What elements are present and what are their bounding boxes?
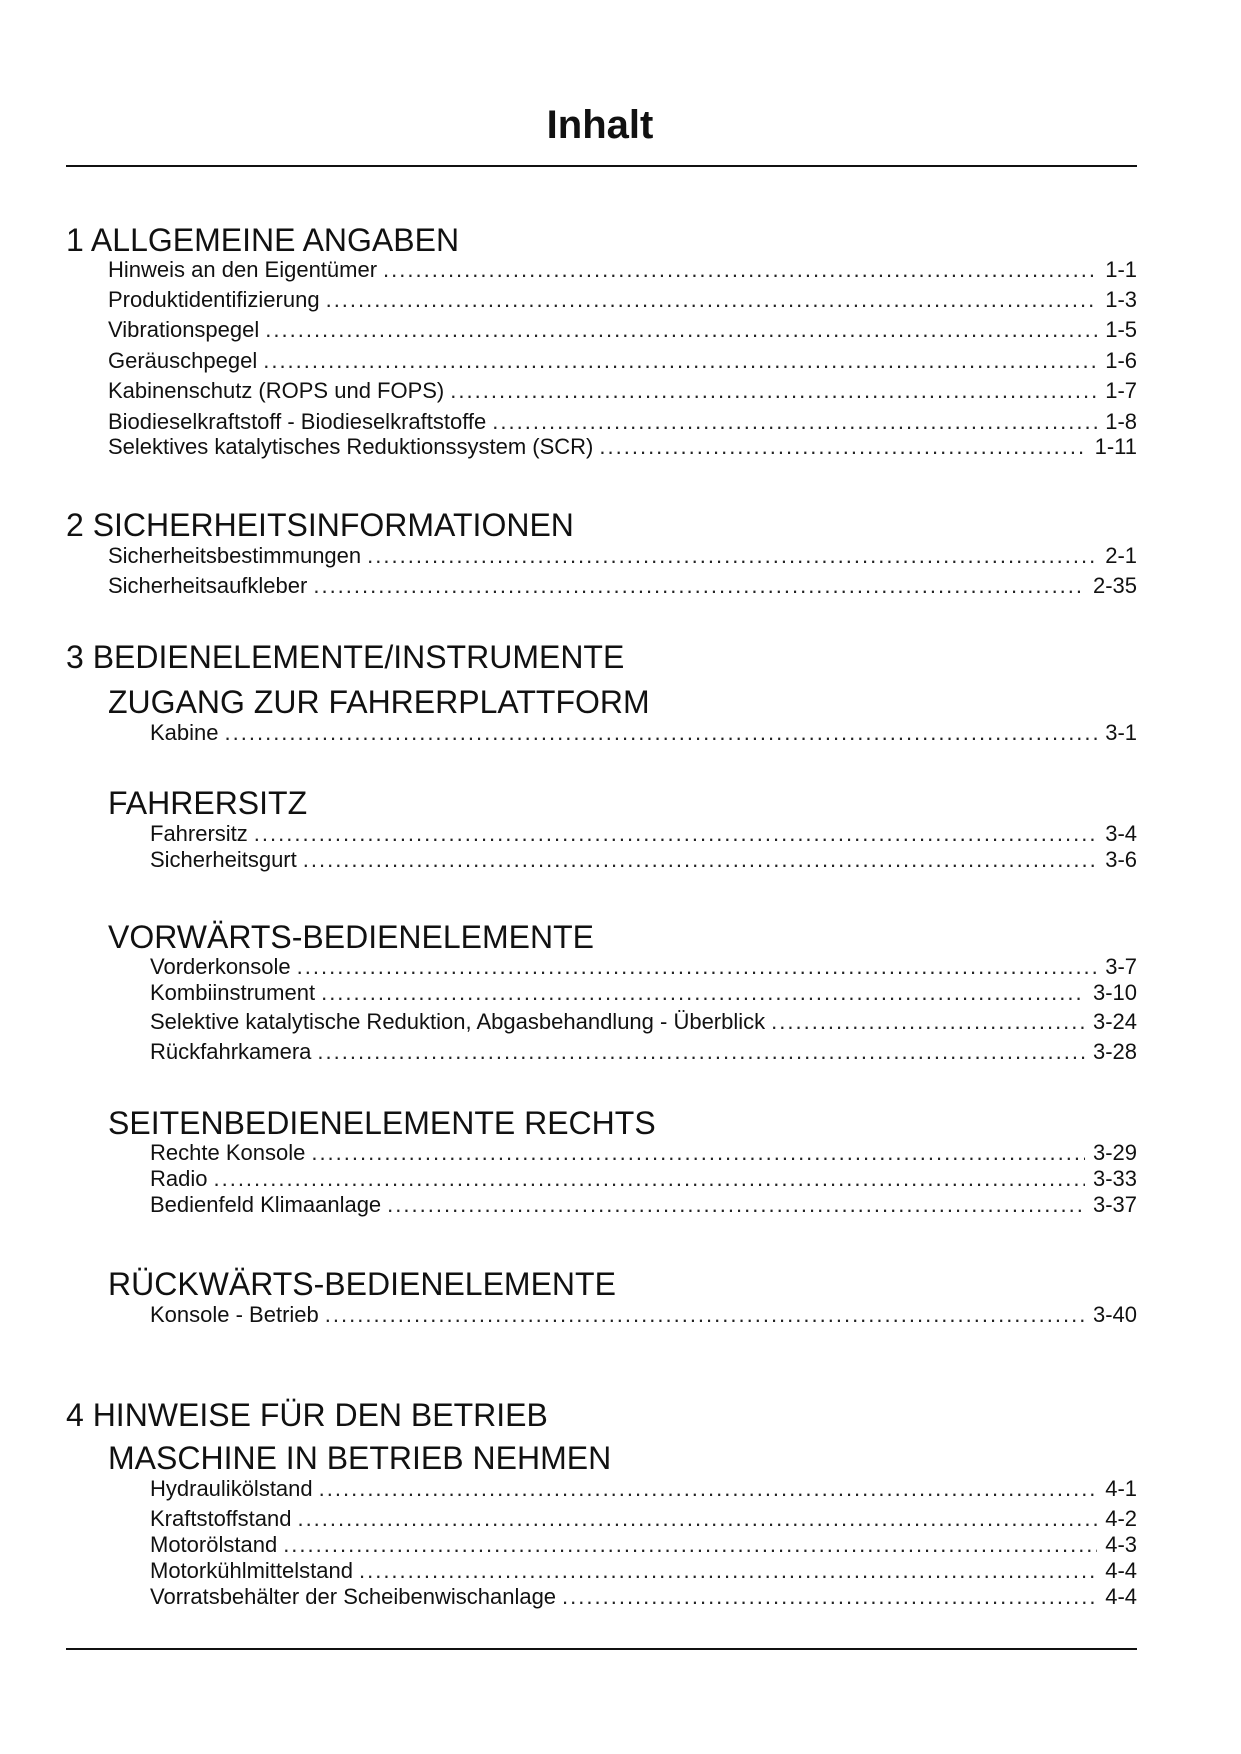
toc-entry-title: Rückfahrkamera bbox=[150, 1039, 312, 1064]
toc-entry-page: 2-35 bbox=[1092, 573, 1137, 598]
toc-entry[interactable] bbox=[150, 846, 1137, 874]
dot-leader bbox=[387, 1191, 1085, 1219]
toc-entry-title: Sicherheitsbestimmungen bbox=[108, 543, 362, 568]
toc-entry-title: Kraftstoffstand bbox=[150, 1506, 292, 1531]
dot-leader bbox=[213, 1165, 1084, 1193]
dot-leader bbox=[283, 1531, 1097, 1559]
dot-leader bbox=[771, 1008, 1085, 1036]
toc-entry-title: Rechte Konsole bbox=[150, 1140, 306, 1165]
toc-entry-page: 1-7 bbox=[1105, 378, 1137, 403]
toc-entry-page: 1-3 bbox=[1105, 287, 1137, 312]
toc-entry[interactable] bbox=[150, 820, 1137, 848]
dot-leader bbox=[317, 1038, 1085, 1066]
toc-entry[interactable] bbox=[108, 256, 1137, 284]
section-heading: 2 SICHERHEITSINFORMATIONEN bbox=[66, 507, 574, 543]
toc-entry-page: 3-37 bbox=[1092, 1192, 1137, 1217]
dot-leader bbox=[599, 433, 1086, 461]
toc-entry-page: 3-6 bbox=[1105, 847, 1137, 872]
dot-leader bbox=[254, 820, 1097, 848]
dot-leader bbox=[265, 316, 1097, 344]
dot-leader bbox=[450, 377, 1097, 405]
toc-entry[interactable] bbox=[150, 1301, 1137, 1329]
dot-leader bbox=[367, 542, 1097, 570]
toc-entry-page: 4-4 bbox=[1105, 1558, 1137, 1583]
subsection-heading: ZUGANG ZUR FAHRERPLATTFORM bbox=[108, 684, 650, 720]
toc-entry-title: Radio bbox=[150, 1166, 208, 1191]
toc-entry-title: Hydraulikölstand bbox=[150, 1476, 313, 1501]
toc-entry-page: 3-33 bbox=[1092, 1166, 1137, 1191]
toc-entry-title: Kombiinstrument bbox=[150, 980, 316, 1005]
toc-entry-title: Produktidentifizierung bbox=[108, 287, 320, 312]
dot-leader bbox=[313, 572, 1085, 600]
top-rule bbox=[66, 165, 1137, 167]
toc-entry-title: Konsole - Betrieb bbox=[150, 1302, 319, 1327]
dot-leader bbox=[359, 1557, 1097, 1585]
toc-entry[interactable] bbox=[150, 1505, 1137, 1533]
toc-entry-page: 3-28 bbox=[1092, 1039, 1137, 1064]
toc-entry[interactable] bbox=[108, 286, 1137, 314]
toc-entry-title: Vibrationspegel bbox=[108, 317, 260, 342]
dot-leader bbox=[383, 256, 1097, 284]
subsection-heading: SEITENBEDIENELEMENTE RECHTS bbox=[108, 1105, 656, 1141]
toc-entry-page: 3-7 bbox=[1105, 954, 1137, 979]
toc-entry[interactable] bbox=[150, 1139, 1137, 1167]
dot-leader bbox=[319, 1475, 1098, 1503]
toc-entry[interactable] bbox=[150, 1531, 1137, 1559]
toc-entry[interactable] bbox=[108, 433, 1137, 461]
toc-entry[interactable] bbox=[108, 572, 1137, 600]
toc-entry-title: Motorkühlmittelstand bbox=[150, 1558, 353, 1583]
toc-entry[interactable] bbox=[150, 1165, 1137, 1193]
toc-entry-page: 3-29 bbox=[1092, 1140, 1137, 1165]
toc-entry-page: 4-4 bbox=[1105, 1584, 1137, 1609]
toc-entry-page: 2-1 bbox=[1105, 543, 1137, 568]
toc-entry-page: 1-1 bbox=[1105, 257, 1137, 282]
dot-leader bbox=[326, 286, 1098, 314]
toc-entry-title: Fahrersitz bbox=[150, 821, 248, 846]
toc-entry-page: 3-4 bbox=[1105, 821, 1137, 846]
toc-entry-title: Vorderkonsole bbox=[150, 954, 291, 979]
dot-leader bbox=[325, 1301, 1085, 1329]
toc-entry-page: 4-3 bbox=[1105, 1532, 1137, 1557]
toc-entry-title: Motorölstand bbox=[150, 1532, 278, 1557]
toc-entry-page: 4-1 bbox=[1105, 1476, 1137, 1501]
dot-leader bbox=[562, 1583, 1097, 1611]
toc-entry-page: 1-11 bbox=[1094, 434, 1137, 459]
toc-entry[interactable] bbox=[150, 1008, 1137, 1036]
toc-entry-page: 1-8 bbox=[1105, 409, 1137, 434]
section-heading: 3 BEDIENELEMENTE/INSTRUMENTE bbox=[66, 639, 625, 675]
dot-leader bbox=[297, 953, 1098, 981]
subsection-heading: MASCHINE IN BETRIEB NEHMEN bbox=[108, 1440, 612, 1476]
toc-entry-page: 3-1 bbox=[1105, 720, 1137, 745]
toc-entry-page: 4-2 bbox=[1105, 1506, 1137, 1531]
toc-entry[interactable] bbox=[108, 377, 1137, 405]
toc-entry-title: Hinweis an den Eigentümer bbox=[108, 257, 378, 282]
dot-leader bbox=[321, 979, 1085, 1007]
section-heading: 4 HINWEISE FÜR DEN BETRIEB bbox=[66, 1397, 548, 1433]
dot-leader bbox=[492, 408, 1097, 436]
toc-entry-page: 1-6 bbox=[1105, 348, 1137, 373]
toc-entry[interactable] bbox=[150, 719, 1137, 747]
toc-entry-page: 3-10 bbox=[1092, 980, 1137, 1005]
toc-entry[interactable] bbox=[108, 347, 1137, 375]
toc-entry-title: Selektives katalytisches Reduktionssystem (SCR) bbox=[108, 434, 594, 459]
subsection-heading: FAHRERSITZ bbox=[108, 785, 308, 821]
toc-entry-title: Kabinenschutz (ROPS und FOPS) bbox=[108, 378, 445, 403]
bottom-rule bbox=[66, 1648, 1137, 1650]
toc-entry[interactable] bbox=[108, 316, 1137, 344]
toc-entry[interactable] bbox=[108, 542, 1137, 570]
toc-entry-title: Bedienfeld Klimaanlage bbox=[150, 1192, 382, 1217]
toc-entry[interactable] bbox=[108, 408, 1137, 436]
subsection-heading: RÜCKWÄRTS-BEDIENELEMENTE bbox=[108, 1266, 616, 1302]
dot-leader bbox=[297, 1505, 1097, 1533]
toc-entry[interactable] bbox=[150, 953, 1137, 981]
dot-leader bbox=[311, 1139, 1085, 1167]
toc-entry-title: Sicherheitsgurt bbox=[150, 847, 297, 872]
toc-entry-page: 1-5 bbox=[1105, 317, 1137, 342]
subsection-heading: VORWÄRTS-BEDIENELEMENTE bbox=[108, 919, 595, 955]
dot-leader bbox=[225, 719, 1098, 747]
toc-entry-title: Geräuschpegel bbox=[108, 348, 258, 373]
toc-entry-title: Vorratsbehälter der Scheibenwischanlage bbox=[150, 1584, 557, 1609]
toc-entry-title: Biodieselkraftstoff - Biodieselkraftstoffe bbox=[108, 409, 487, 434]
page-title: Inhalt bbox=[546, 103, 654, 147]
toc-entry[interactable] bbox=[150, 1475, 1137, 1503]
toc-entry[interactable] bbox=[150, 979, 1137, 1007]
toc-entry[interactable] bbox=[150, 1191, 1137, 1219]
dot-leader bbox=[263, 347, 1097, 375]
section-heading: 1 ALLGEMEINE ANGABEN bbox=[66, 222, 460, 258]
toc-entry-page: 3-40 bbox=[1092, 1302, 1137, 1327]
toc-entry[interactable] bbox=[150, 1038, 1137, 1066]
toc-entry[interactable] bbox=[150, 1583, 1137, 1611]
dot-leader bbox=[303, 846, 1097, 874]
toc-entry-title: Selektive katalytische Reduktion, Abgasbehandlung - Überblick bbox=[150, 1009, 766, 1034]
toc-entry-title: Sicherheitsaufkleber bbox=[108, 573, 308, 598]
toc-entry-page: 3-24 bbox=[1092, 1009, 1137, 1034]
toc-entry[interactable] bbox=[150, 1557, 1137, 1585]
toc-entry-title: Kabine bbox=[150, 720, 219, 745]
